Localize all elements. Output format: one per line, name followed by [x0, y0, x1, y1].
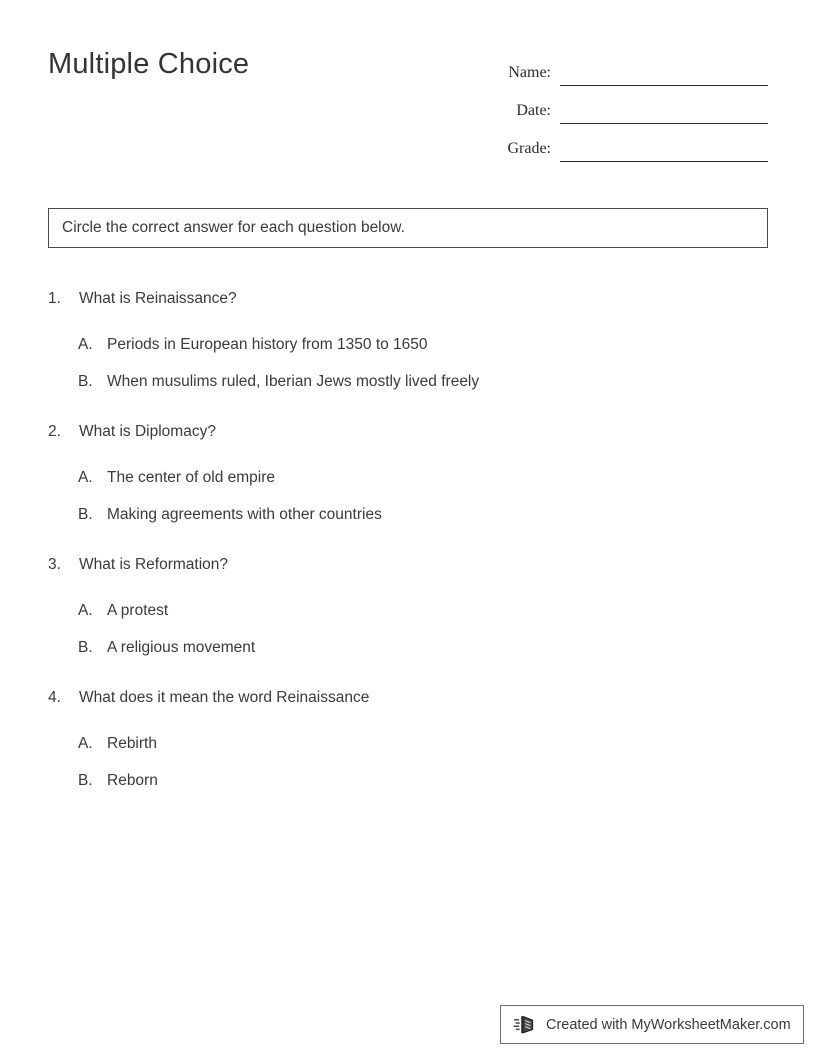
question-item	[48, 288, 768, 393]
grade-field-label: Grade:	[507, 140, 551, 157]
page-title: Multiple Choice	[48, 48, 250, 80]
option-text: Periods in European history from 1350 to 1650	[107, 336, 428, 353]
question-number: 4.	[48, 689, 61, 706]
worksheet-maker-logo-icon	[513, 1014, 539, 1036]
option-text: When musulims ruled, Iberian Jews mostly lived freely	[107, 373, 480, 390]
question-text: What is Reinaissance?	[79, 290, 237, 307]
option-letter[interactable]: A.	[78, 602, 93, 619]
option-letter[interactable]: B.	[78, 506, 93, 523]
question-number: 1.	[48, 290, 61, 307]
question-item	[48, 687, 768, 792]
option-letter[interactable]: A.	[78, 336, 93, 353]
option-letter[interactable]: A.	[78, 469, 93, 486]
instructions-box	[48, 208, 768, 248]
instructions-text: Circle the correct answer for each question below.	[62, 219, 405, 236]
option-item[interactable]	[78, 334, 768, 356]
footer-attribution-text: Created with MyWorksheetMaker.com	[546, 1016, 791, 1033]
question-text: What does it mean the word Reinaissance	[79, 689, 370, 706]
option-item[interactable]	[78, 371, 768, 393]
option-item[interactable]	[78, 637, 768, 659]
name-field-label: Name:	[508, 64, 551, 81]
options-list	[48, 334, 768, 393]
grade-field-row	[478, 124, 768, 162]
options-list	[48, 467, 768, 526]
name-field-row	[478, 48, 768, 86]
question-line	[48, 687, 768, 709]
option-text: Making agreements with other countries	[107, 506, 382, 523]
option-item[interactable]	[78, 504, 768, 526]
date-field-row	[478, 86, 768, 124]
question-item	[48, 421, 768, 526]
name-field-input[interactable]	[560, 63, 768, 86]
question-number: 3.	[48, 556, 61, 573]
worksheet-header	[48, 44, 768, 164]
option-item[interactable]	[78, 733, 768, 755]
options-list	[48, 600, 768, 659]
option-text: Rebirth	[107, 735, 157, 752]
option-text: A religious movement	[107, 639, 256, 656]
questions-list	[48, 288, 768, 792]
question-number: 2.	[48, 423, 61, 440]
option-letter[interactable]: B.	[78, 639, 93, 656]
option-letter[interactable]: B.	[78, 373, 93, 390]
option-text: A protest	[107, 602, 169, 619]
option-text: Reborn	[107, 772, 158, 789]
question-text: What is Diplomacy?	[79, 423, 216, 440]
question-item	[48, 554, 768, 659]
date-field-input[interactable]	[560, 101, 768, 124]
question-text: What is Reformation?	[79, 556, 229, 573]
date-field-label: Date:	[516, 102, 551, 119]
option-item[interactable]	[78, 467, 768, 489]
options-list	[48, 733, 768, 792]
option-letter[interactable]: A.	[78, 735, 93, 752]
question-line	[48, 288, 768, 310]
footer-attribution-badge[interactable]	[500, 1005, 804, 1044]
option-item[interactable]	[78, 600, 768, 622]
grade-field-input[interactable]	[560, 139, 768, 162]
question-line	[48, 421, 768, 443]
student-info-fields	[478, 48, 768, 162]
option-item[interactable]	[78, 770, 768, 792]
option-letter[interactable]: B.	[78, 772, 93, 789]
option-text: The center of old empire	[107, 469, 276, 486]
question-line	[48, 554, 768, 576]
